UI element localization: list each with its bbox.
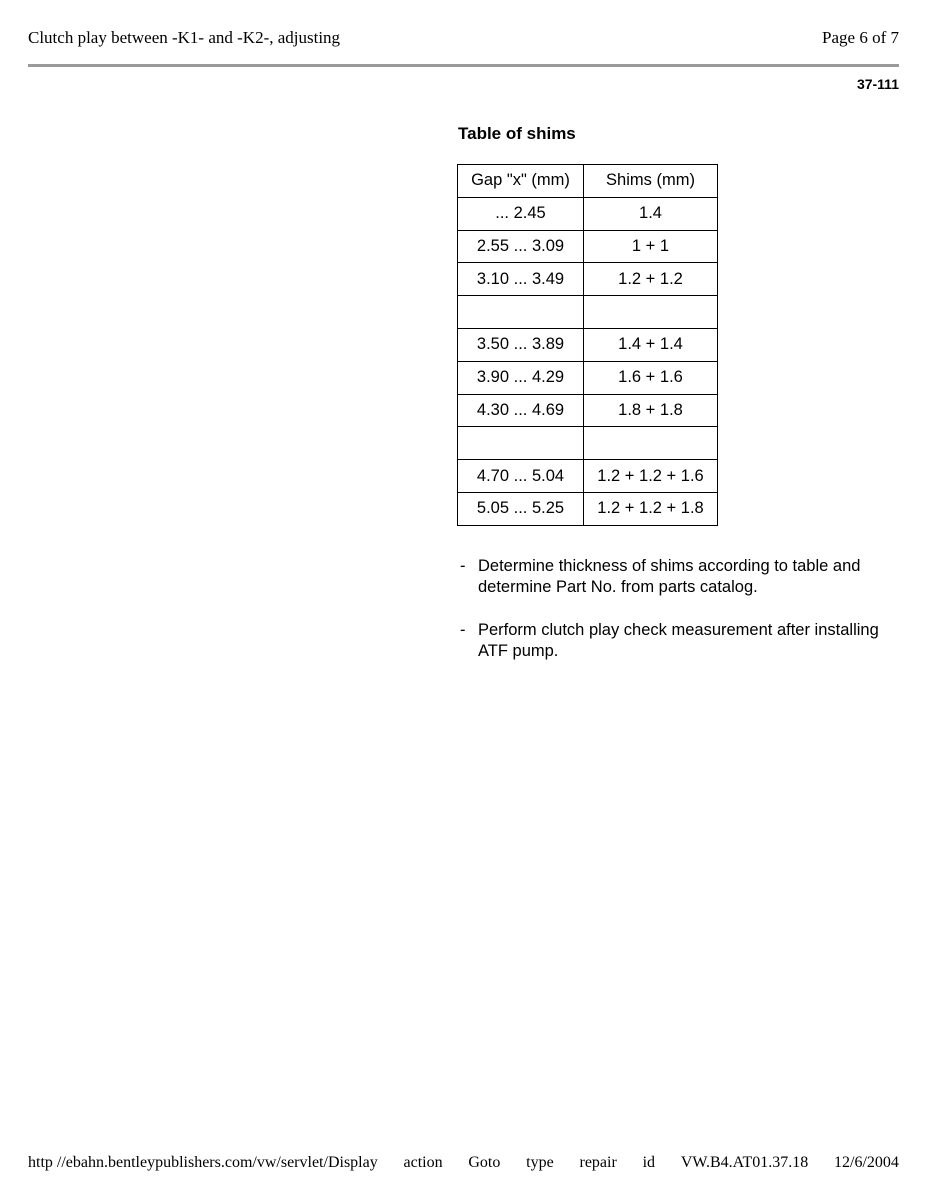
table-row [458, 328, 718, 361]
shims-cell: 1.4 + 1.4 [584, 328, 718, 361]
footer-param: id [642, 1154, 656, 1171]
step-text: Determine thickness of shims according to table and determine Part No. from parts catalog. [478, 557, 861, 596]
table-row [458, 427, 718, 460]
shims-cell: 1.2 + 1.2 + 1.8 [584, 492, 718, 525]
table-title: Table of shims [458, 124, 576, 143]
step-marker: - [460, 621, 466, 639]
gap-cell: 5.05 ... 5.25 [458, 492, 584, 525]
table-header-row [458, 165, 718, 198]
instruction-list [458, 556, 898, 684]
page-title: Clutch play between -K1- and -K2-, adjusting [28, 28, 341, 47]
gap-cell: 2.55 ... 3.09 [458, 230, 584, 263]
column-header-gap: Gap "x" (mm) [458, 165, 584, 198]
instruction-step [458, 620, 898, 662]
footer-param: VW.B4.AT01.37.18 [680, 1154, 809, 1171]
column-header-shims: Shims (mm) [584, 165, 718, 198]
table-row [458, 394, 718, 427]
shims-table [457, 164, 718, 526]
footer-param: Goto [468, 1154, 501, 1171]
table-row [458, 197, 718, 230]
table-row [458, 460, 718, 493]
shims-cell: 1.8 + 1.8 [584, 394, 718, 427]
gap-cell: 4.70 ... 5.04 [458, 460, 584, 493]
step-text: Perform clutch play check measurement after installing ATF pump. [478, 621, 879, 660]
footer-param: action [403, 1154, 443, 1171]
gap-cell: 3.90 ... 4.29 [458, 361, 584, 394]
footer-param: type [526, 1154, 554, 1171]
table-row [458, 492, 718, 525]
shims-cell [584, 427, 718, 460]
footer-param: repair [579, 1154, 617, 1171]
gap-cell [458, 427, 584, 460]
shims-cell: 1 + 1 [584, 230, 718, 263]
shims-cell [584, 296, 718, 329]
shims-cell: 1.6 + 1.6 [584, 361, 718, 394]
shims-cell: 1.2 + 1.2 + 1.6 [584, 460, 718, 493]
header-divider [28, 64, 899, 67]
gap-cell: 3.10 ... 3.49 [458, 263, 584, 296]
section-code: 37-111 [856, 76, 899, 92]
page-number: Page 6 of 7 [822, 28, 899, 47]
table-row [458, 263, 718, 296]
gap-cell: 3.50 ... 3.89 [458, 328, 584, 361]
footer-url: http //ebahn.bentleypublishers.com/vw/servlet/Display [28, 1154, 378, 1171]
gap-cell [458, 296, 584, 329]
footer-url-line [28, 1154, 899, 1172]
gap-cell: 4.30 ... 4.69 [458, 394, 584, 427]
step-marker: - [460, 557, 466, 575]
shims-cell: 1.4 [584, 197, 718, 230]
instruction-step [458, 556, 898, 598]
table-row [458, 361, 718, 394]
table-row [458, 230, 718, 263]
shims-cell: 1.2 + 1.2 [584, 263, 718, 296]
gap-cell: ... 2.45 [458, 197, 584, 230]
table-row [458, 296, 718, 329]
footer-date: 12/6/2004 [834, 1154, 899, 1171]
